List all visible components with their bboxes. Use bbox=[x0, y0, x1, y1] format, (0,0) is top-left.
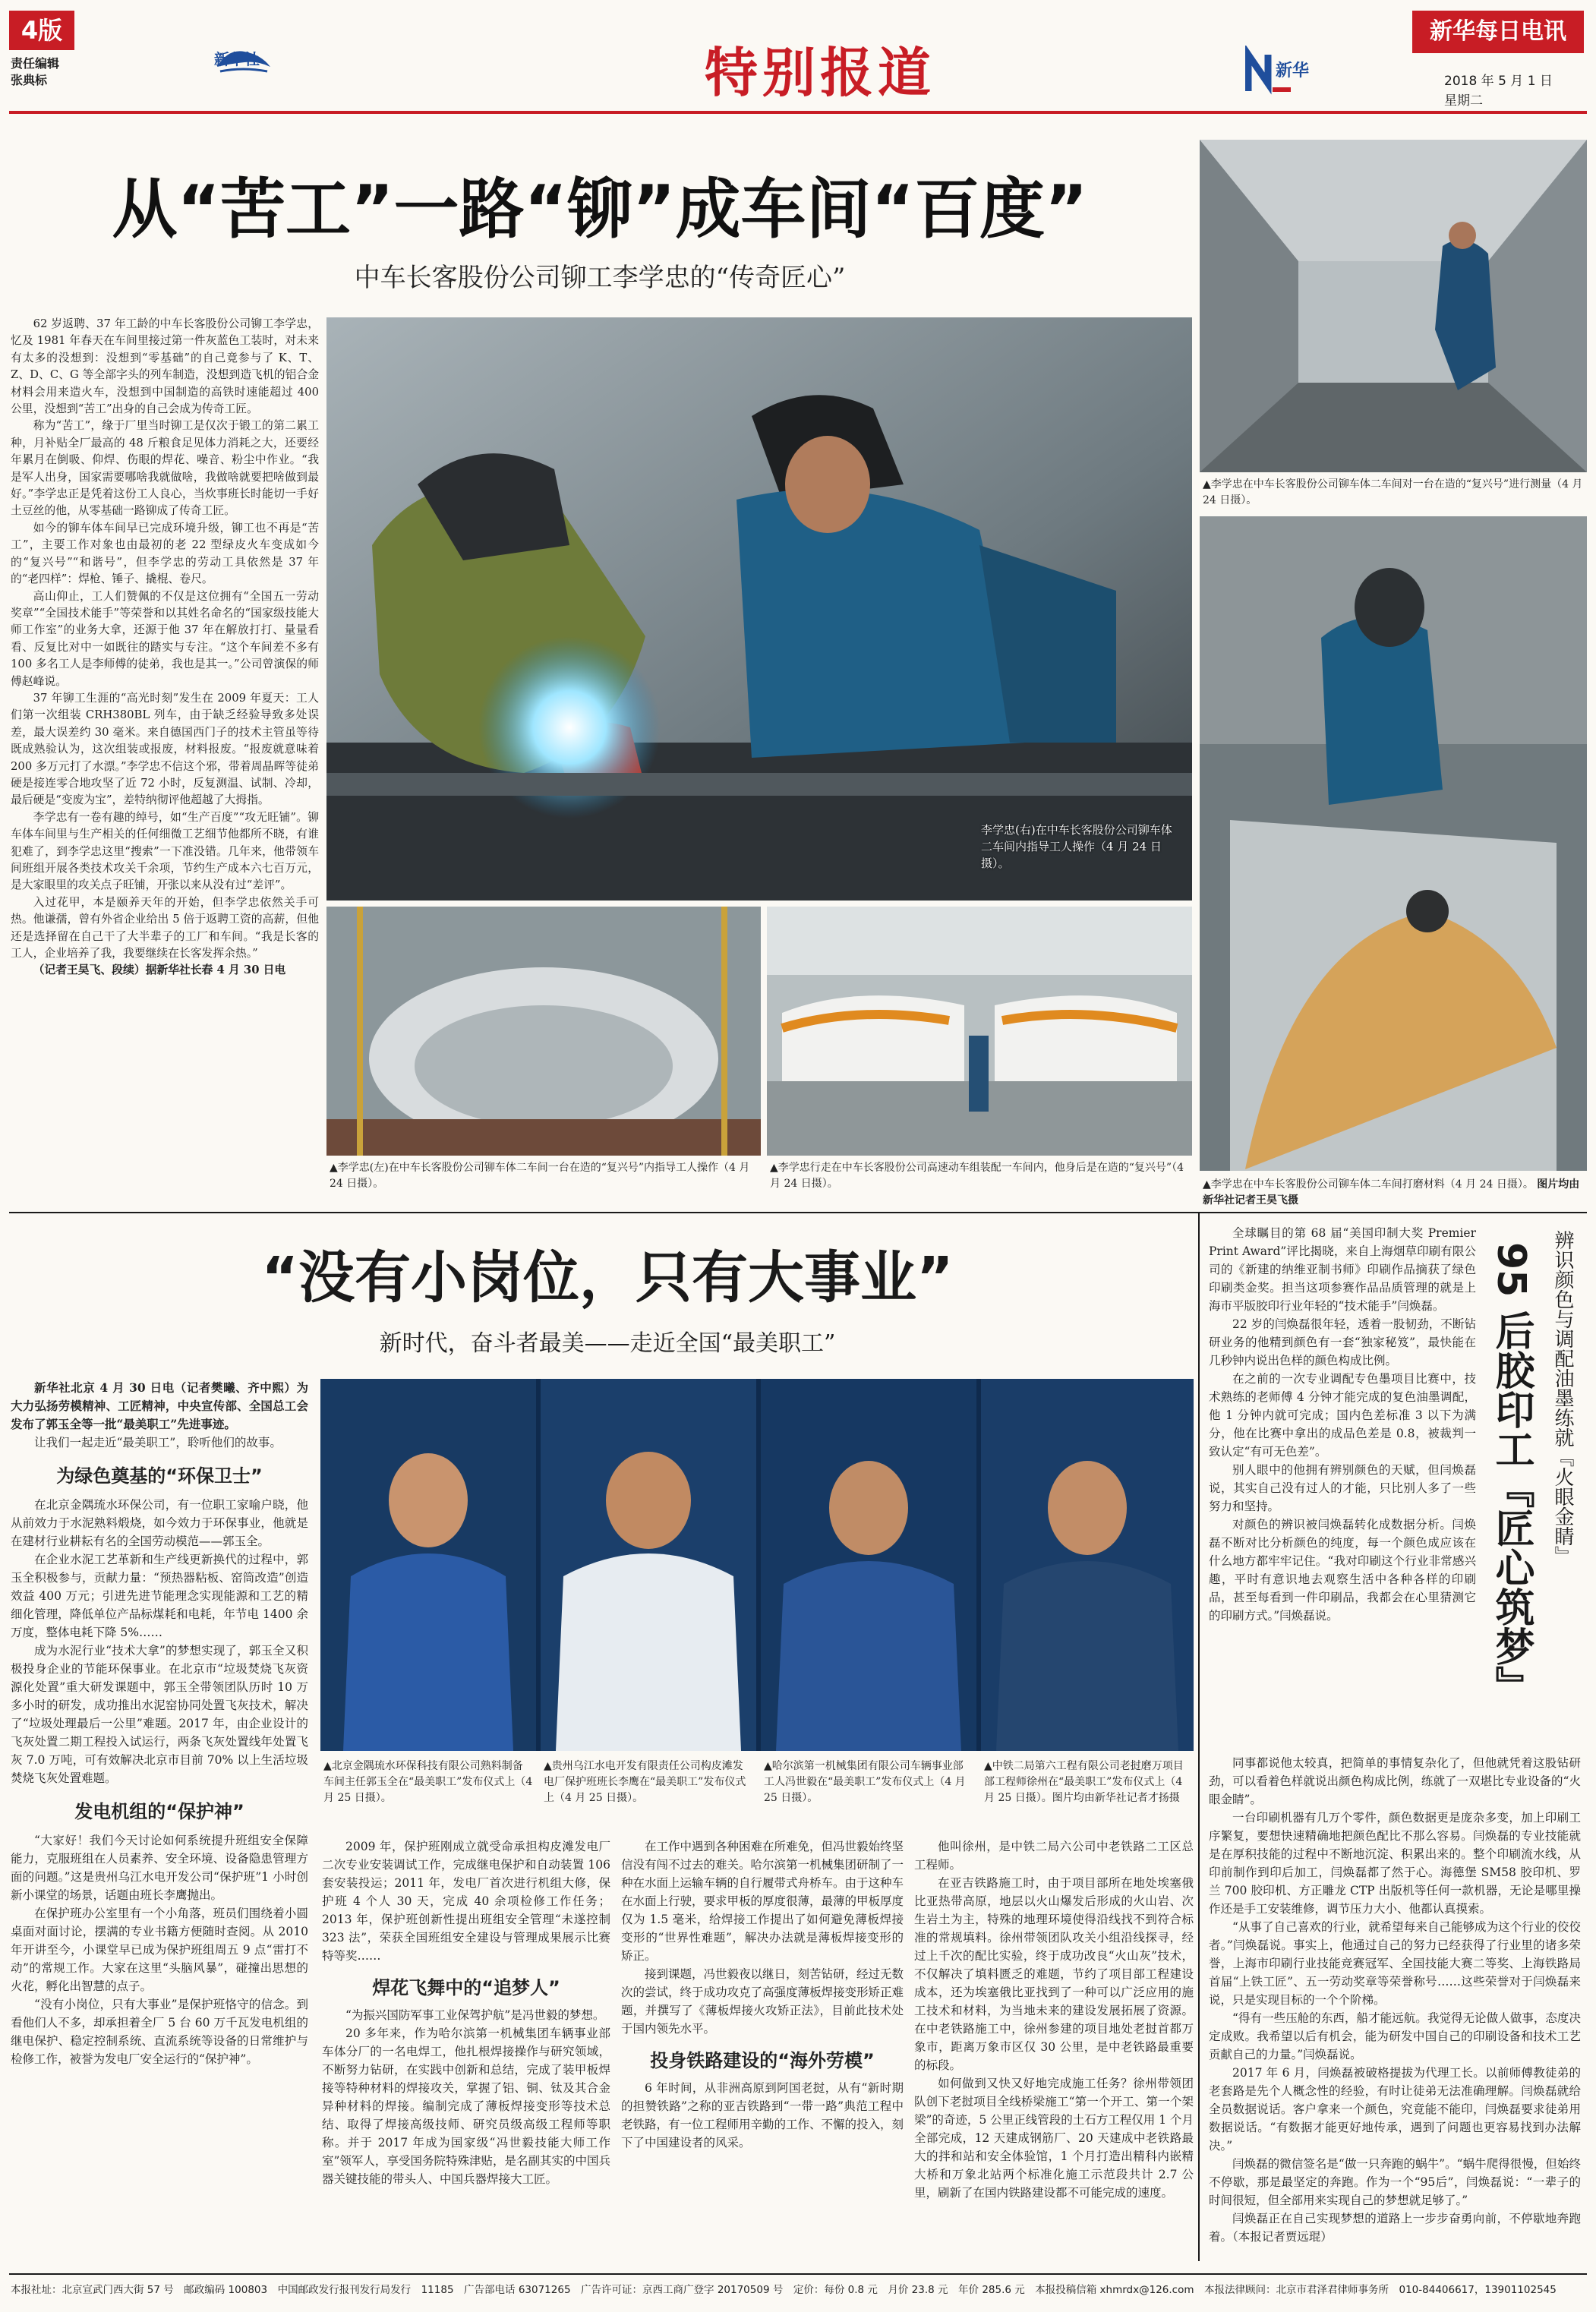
section-title-welding: 焊花飞舞中的“追梦人” bbox=[372, 1977, 560, 1998]
story2-intro: 让我们一起走近“最美职工”，聆听他们的故事。 bbox=[34, 1436, 282, 1449]
story2-paragraph: 接到课题，冯世毅夜以继日，刻苦钻研，经过无数次的尝试，终于成功攻克了高强度薄板焊接变形矫正难题，并撰写了《薄板焊接火攻矫正法》，目前此技术处于国内领先水平。 bbox=[621, 1967, 904, 2036]
story3-paragraph: 闫焕磊的微信签名是“做一只奔跑的蜗牛”。“蜗牛爬得很慢，但始终不停歇，那是最坚定的奔跑。作为一个“95后”，闫焕磊说：“一辈子的时间很短，但全部用来实现自己的梦想就足够了。” bbox=[1209, 2157, 1581, 2207]
masthead-rule bbox=[9, 111, 1587, 114]
footer-info: 本报社址：北京宣武门西大街 57 号 邮政编码 100803 中国邮政发行报刊发行局发行 11185 广告部电话 63071265 广告许可证：京西工商广登字 20170509 号 定价：每份 0.8 元 月价 23.8 元 年价 285.6 元 本报投稿信箱 xhmrdx@126.com 本报法律顾问：北京市君泽君律师事务所 010-84406617，13901102545 bbox=[11, 2284, 1557, 2296]
grinding-photo bbox=[1200, 516, 1587, 1171]
story3-paragraph: 别人眼中的他拥有辨别颜色的天赋，但闫焕磊说，其实自己没有过人的才能，只比别人多了一些努力和坚持。 bbox=[1209, 1463, 1476, 1513]
story2-paragraph: “没有小岗位，只有大事业”是保护班恪守的信念。到看他们人不多，却承担着全厂 5 台 60 万千瓦发电机组的继电保护、稳定控制系统、直流系统等设备的日常维护与检修工作，被誉为发电厂安全运行的“保护神”。 bbox=[11, 1998, 308, 2066]
section-title-power: 发电机组的“保护神” bbox=[74, 1801, 244, 1822]
story1-paragraph: 李学忠有一卷有趣的绰号，如“生产百度”“攻无旺铺”。铆车体车间里与生产相关的任何细微工艺细节他都所不晓，有谁犯难了，到李学忠这里“搜索”一下准没错。几年来，他带领车间班组开展各类技术攻关千余项，节约生产成本六七百万元，是大家眼里的攻关点子旺铺，开张以来从没有过“差评”。 bbox=[11, 810, 319, 892]
story1-paragraph: 入过花甲，本是颐养天年的开始，但李学忠依然关手可热。他谦孺，曾有外省企业给出 5 倍于返聘工资的高薪，但他还是选择留在自己干了大半辈子的工厂和车间。“我是长客的工人，企业培养了我，我要继续在长客发挥余热。” bbox=[11, 895, 319, 960]
story3-paragraph: 在之前的一次专业调配专色墨项目比赛中，技术熟练的老师傅 4 分钟才能完成的复色油墨调配，他 1 分钟内就可完成；国内色差标准 3 以下为满分，他在比赛中拿出的成品色差是 0.8，被裁判一致认定“有可无色差”。 bbox=[1209, 1372, 1476, 1459]
story1-subheadline: 中车长客股份公司铆工李学忠的“传奇匠心” bbox=[354, 263, 846, 293]
story3-paragraph: 闫焕磊正在自己实现梦想的道路上一步步奋勇向前，不停歇地奔跑着。（本报记者贾远琨） bbox=[1209, 2212, 1581, 2244]
editor-role: 责任编辑 bbox=[11, 56, 60, 71]
photo-credit: 图片均由新华社记者王昊飞摄 bbox=[1203, 1178, 1580, 1206]
editor-name: 张典标 bbox=[11, 73, 48, 87]
issue-weekday: 星期二 bbox=[1444, 93, 1483, 109]
story2-paragraph: “为振兴国防军事工业保驾护航”是冯世毅的梦想。 bbox=[345, 2008, 605, 2022]
xinhua-agency-logo-text: 新华社 bbox=[214, 50, 260, 68]
story3-paragraph: 2017 年 6 月，闫焕磊被破格提拔为代理工长。以前师傅教徒弟的老套路是先个人概念性的经验，有时让徒弟无法准确理解。闫焕磊就给全员数据说话。客户拿来一个颜色，究竟能不能印，闫焕磊要求徒弟用数据说话。“有数据才能更好地传承，遇到了问题也更容易找到办法解决。” bbox=[1209, 2066, 1581, 2153]
story2-paragraph: 成为水泥行业“技术大拿”的梦想实现了，郭玉全又积极投身企业的节能环保事业。在北京市“垃圾焚烧飞灰资源化处置”重大研发课题中，郭玉全带领团队历时 10 万多小时的研发，成功推出水泥窑协同处置飞灰技术，解决了“垃圾处理最后一公里”难题。2017 年，由企业设计的飞灰处置二期工程投入试运行，两条飞灰处置线年处置飞灰 7.0 万吨，可有效解决北京市目前 70% 以上生活垃圾焚烧飞灰处置难题。 bbox=[11, 1644, 308, 1785]
story2-paragraph: 在企业水泥工艺革新和生产线更新换代的过程中，郭玉全积极参与，贡献力量：“预热器粘板、窑筒改造”创造效益 400 万元；引进先进节能理念实现能源和工艺的精细化管理，降低单位产品标煤耗和电耗，年节电 1400 余万度，整体电耗下降 5%…… bbox=[11, 1553, 308, 1639]
story2-paragraph: 在亚吉铁路施工时，由于项目部所在地处埃塞俄比亚热带高原，地层以火山爆发后形成的火山岩、次生岩土为主，特殊的地理环境使得沿线找不到符合标准的常规填料。徐州带领团队攻关小组沿线探寻，经过上千次的配比实验，终于成功改良“火山灰”技术，不仅解决了填料匮乏的难题，节约了项目部工程建设成本，还为埃塞俄比亚找到了一种可以广泛应用的施工技术和材料，为当地未来的建设发展拓展了资源。在中老铁路施工中，徐州参建的项目地处老挝首都万象市，距离万象市区仅 30 公里，是中老铁路最重要的标段。 bbox=[914, 1876, 1194, 2072]
story3-paragraph: 对颜色的辨识被闫焕磊转化成数据分析。闫焕磊不断对比分析颜色的纯度，每一个颜色成应该在什么地方都牢牢记住。“我对印刷这个行业非常感兴趣，平时有意识地去观察生活中各种各样的印刷品，甚至每看到一件印刷品，我都会在心里猜测它的印刷方式。”闫焕磊说。 bbox=[1209, 1518, 1476, 1623]
news-logo-text: 新华 bbox=[1276, 62, 1310, 80]
story1-headline: 从“苦工”一路“铆”成车间“百度” bbox=[112, 172, 1088, 248]
story3-paragraph: 全球瞩目的第 68 届“美国印制大奖 Premier Print Award”评比揭晓，来自上海烟草印刷有限公司的《新建的纳维亚制书师》印刷作品摘获了绿色印刷类金奖。担当这项参赛作品品质管理的就是上海市平版胶印行业年轻的“技术能手”闫焕磊。 bbox=[1209, 1226, 1476, 1313]
story2-column-1 bbox=[11, 1379, 308, 2249]
section-divider bbox=[9, 1212, 1587, 1213]
story3-paragraph: 同事都说他太较真，把简单的事情复杂化了，但他就凭着这股钻研劲，可以看着色样就说出颜色构成比例，练就了一双堪比专业设备的“火眼金睛”。 bbox=[1209, 1756, 1581, 1806]
page-number: 4版 bbox=[21, 16, 63, 45]
story2-column-3 bbox=[621, 1837, 904, 2252]
portrait-photos bbox=[320, 1379, 1194, 1751]
story2-paragraph: 在北京金隅琉水环保公司，有一位职工家喻户晓，他从前效力于水泥熟料煅烧，如今效力于环保事业，他就是在建材行业耕耘有名的全国劳动模范——郭玉全。 bbox=[11, 1498, 308, 1548]
story3-paragraph: “得有一些压舱的东西，船才能远航。我觉得无论做人做事，态度决定成败。我希望以后有机会，能为研发中国自己的印刷设备和技术工艺贡献自己的力量。”闫焕磊说。 bbox=[1209, 2011, 1581, 2061]
story3-headline: 95 后胶印工『匠心筑梦』 bbox=[1488, 1242, 1534, 1706]
story3-body-bottom bbox=[1209, 1754, 1581, 2254]
story1-paragraph: 如今的铆车体车间早已完成环境升级，铆工也不再是“苦工”，主要工作对象也由最初的老 22 型绿皮火车变成如今的“复兴号”“和谐号”，但李学忠的劳动工具依然是 37 年的“老四样”：焊枪、锤子、撬棍、卷尺。 bbox=[11, 521, 319, 586]
story2-intro: 新华社北京 4 月 30 日电（记者樊曦、齐中熙）为大力弘扬劳模精神、工匠精神，中央宣传部、全国总工会发布了郭玉全等一批“最美职工”先进事迹。 bbox=[11, 1380, 308, 1431]
story1-paragraph: 称为“苦工”，缘于厂里当时铆工是仅次于锻工的第二累工种，月补贴全厂最高的 48 斤粮食足见体力消耗之大，还要经年累月在倒吸、仰焊、伤眼的焊花、噪音、粉尘中作业。“我是军人出身，国家需要哪啥我就做啥，我做啥就要把啥做到最好。”李学忠正是凭着这份工人良心，当炊事班长时能切一手好土豆丝的他，从零基础一路铆成了传奇工匠。 bbox=[11, 419, 319, 518]
story2-paragraph: 他叫徐州，是中铁二局六公司中老铁路二工区总工程师。 bbox=[914, 1840, 1194, 1872]
story2-paragraph: 在工作中遇到各种困难在所难免，但冯世毅始终坚信没有闯不过去的难关。哈尔滨第一机械集团研制了一种在水面上运输车辆的自行履带式舟桥车。由于这种车在水面上行驶，要求甲板的厚度很薄，最薄的甲板厚度仅为 1.5 毫米，给焊接工作提出了如何避免薄板焊接变形的“世界性难题”，解决办法就是薄板焊接变形的矫正。 bbox=[621, 1840, 904, 1963]
story2-subheadline: 新时代，奋斗者最美——走近全国“最美职工” bbox=[379, 1330, 836, 1357]
story3-subheadline: 辨识颜色与调配油墨练就『火眼金睛』 bbox=[1551, 1230, 1574, 1566]
story2-paragraph: 2009 年，保护班刚成立就受命承担构皮滩发电厂二次专业安装调试工作，完成继电保护和自动装置 106 套安装投运；2011 年，发电厂首次进行机组大修，保护班 4 个人 30 天，完成 40 余项检修工作任务；2013 年，保护班创新性提出班组安全管理“未遂控制 323 法”，荣获全国班组安全建设与管理成果展示比赛特等奖…… bbox=[322, 1840, 610, 1963]
story1-paragraph: 高山仰止，工人们赞佩的不仅是这位拥有“全国五一劳动奖章”“全国技术能手”等荣誉和以其姓名命名的“国家级技能大师工作室”的业务大拿，还源于他 37 年在解放打打、量量看看、反复比对中一如既往的踏实与专注。“这个车间差不多有 100 多名工人是李师傅的徒弟，我也是其一。”公司曾演保的师傅赵峰说。 bbox=[11, 589, 319, 688]
story1-byline: （记者王昊飞、段续）据新华社长春 4 月 30 日电 bbox=[33, 964, 286, 977]
story2-column-2 bbox=[322, 1837, 610, 2252]
story3-body-top bbox=[1209, 1224, 1476, 1748]
story1-paragraph: 37 年铆工生涯的“高光时刻”发生在 2009 年夏天：工人们第一次组装 CRH380BL 列车，由于缺乏经验导致多处误差，最大误差约 30 毫米。来自德国西门子的技术主管虽等待既成熟验认为，这次组装或报废，材料报废。“报废就意味着 200 多万元打了水漂。”李学忠不信这个邪，带着周晶晖等徒弟硬是接连零合地攻坚了近 72 小时，反复测温、试制、冷却，最后硬是“变废为宝”，差特纳彻评他超越了大拇指。 bbox=[11, 691, 319, 807]
story3-divider bbox=[1198, 1213, 1200, 2261]
train-hall-photo bbox=[767, 907, 1192, 1156]
portrait-caption-2: ▲贵州乌江水电开发有限责任公司构皮滩发电厂保护班班长李鹰在“最美职工”发布仪式上（4 月 25 日摄）。 bbox=[544, 1760, 746, 1804]
story2-paragraph: 在保护班办公室里有一个小角落，班员们围绕着小圆桌面对面讨论，摆满的专业书籍方便随时查阅。从 2010 年开讲至今，小课堂早已成为保护班组周五 9 点“雷打不动”的常规工作。大家在这里“头脑风暴”，碰撞出思想的火花，孵化出智慧的点子。 bbox=[11, 1907, 308, 1993]
section-title: 特别报道 bbox=[705, 41, 935, 104]
grinding-photo-caption bbox=[1203, 1177, 1584, 1209]
portrait-caption-3: ▲哈尔滨第一机械集团有限公司车辆事业部工人冯世毅在“最美职工”发布仪式上（4 月 25 日摄）。 bbox=[764, 1760, 966, 1804]
paper-name: 新华每日电讯 bbox=[1430, 18, 1566, 45]
story3-paragraph: 一台印刷机器有几万个零件，颜色数据更是庞杂多变，加上印刷工序繁复，要想快速精确地把颜色配比不那么容易。闫焕磊的专业技能就是在厚积技能的过程中不断地沉淀、积累出来的。整个印刷流水线，从印前制作到印后加工，闫焕磊都了然于心。海德堡 SM58 胶印机、罗兰 700 胶印机、方正雕龙 CTP 出版机等任何一款机器，无论是哪里操作还是手工安装维修，调节压力大小、他都认真摸索。 bbox=[1209, 1811, 1581, 1916]
train-hall-caption: ▲李学忠行走在中车长客股份公司高速动车组装配一车间内，他身后是在造的“复兴号”（4 月 24 日摄）。 bbox=[770, 1162, 1184, 1190]
portrait-caption-1: ▲北京金隅琉水环保科技有限公司熟料制备车间主任郭玉全在“最美职工”发布仪式上（4 月 25 日摄）。 bbox=[323, 1760, 533, 1804]
issue-date: 2018 年 5 月 1 日 bbox=[1444, 74, 1553, 89]
section-title-environment: 为绿色奠基的“环保卫士” bbox=[56, 1465, 263, 1487]
story2-headline: “没有小岗位，只有大事业” bbox=[261, 1245, 954, 1311]
story1-paragraph: 62 岁返聘、37 年工龄的中车长客股份公司铆工李学忠，忆及 1981 年春天在车间里接过第一件灰蓝色工装时，对未来有太多的没想到：没想到“零基础”的自己竟参与了 K、T、Z、D、C、G 等全部字头的列车制造，没想到造飞机的铝合金材料会用来造火车，没想到中国制造的高铁时速能超过 400 公里，没想到“苦工”出身的自己会成为传奇工匠。 bbox=[11, 317, 319, 416]
story2-paragraph: 20 多年来，作为哈尔滨第一机械集团车辆事业部车体分厂的一名电焊工，他扎根焊接操作与研究领域，不断努力钻研，在实践中创新和总结，完成了装甲板焊接等特种材料的焊接攻关，掌握了铝、铜、钛及其合金异种材料的焊接。编制完成了薄板焊接变形等技术总结、取得了焊接高级技师、研究员级高级工程师等职称。并于 2017 年成为国家级“冯世毅技能大师工作室”领军人，享受国务院特殊津贴，是名副其实的中国兵器关键技能的带头人、中国兵器焊接大工匠。 bbox=[322, 2027, 610, 2186]
story2-column-4 bbox=[914, 1837, 1194, 2252]
page-number-box bbox=[9, 11, 74, 50]
measuring-photo-caption: ▲李学忠在中车长客股份公司铆车体二车间对一台在造的“复兴号”进行测量（4 月 24 日摄）。 bbox=[1203, 478, 1583, 506]
story2-paragraph: “大家好！我们今天讨论如何系统提升班组安全保障能力，克服班组在人员素养、安全环境、设备隐患管理方面的问题。”这是贵州乌江水电开发公司“保护班”1 小时创新小课堂的场景，话题由班长李鹰抛出。 bbox=[11, 1834, 308, 1902]
grinding-photo-caption-text: ▲李学忠在中车长客股份公司铆车体二车间打磨材料（4 月 24 日摄）。 bbox=[1203, 1178, 1534, 1191]
measuring-photo bbox=[1200, 140, 1587, 472]
welding-photo bbox=[326, 317, 1192, 901]
story3-paragraph: 22 岁的闫焕磊很年轻，透着一股韧劲，不断钻研业务的他精到颜色有一套“独家秘笈”，最快能在几秒钟内说出色样的颜色构成比例。 bbox=[1209, 1317, 1476, 1367]
footer-rule bbox=[9, 2273, 1587, 2275]
paper-name-box bbox=[1412, 11, 1584, 53]
story2-paragraph: 如何做到又快又好地完成施工任务？徐州带领团队创下老挝项目全线桥梁施工“第一个开工、第一个架梁”的奇迹，5 公里正线管段的土石方工程仅用 1 个月全部完成，12 天建成钢筋厂、20 天建成中老铁路最大的拌和站和安全体验馆，1 个月打造出精科内嵌精大桥和万象北站两个标准化施工示范段共计 2.7 公里，刷新了在国内铁路建设都不可能完成的速度。 bbox=[914, 2077, 1194, 2200]
train-interior-caption: ▲李学忠(左)在中车长客股份公司铆车体二车间一台在造的“复兴号”内指导工人操作（4 月 24 日摄）。 bbox=[330, 1162, 750, 1190]
story2-paragraph: 6 年时间，从非洲高原到阿国老挝，从有“新时期的担赞铁路”之称的亚吉铁路到“一带一路”典范工程中老铁路，有一位工程师用辛勤的工作、不懈的投入，刻下了中国建设者的风采。 bbox=[621, 2081, 904, 2150]
train-interior-photo bbox=[326, 907, 761, 1156]
story1-body bbox=[11, 316, 319, 1186]
welding-photo-caption: 李学忠(右)在中车长客股份公司铆车体二车间内指导工人操作（4 月 24 日摄）。 bbox=[981, 823, 1172, 870]
section-title-railway: 投身铁路建设的“海外劳模” bbox=[650, 2050, 875, 2071]
portrait-caption-4: ▲中铁二局第六工程有限公司老挝磨万项目部工程师徐州在“最美职工”发布仪式上（4 月 25 日摄）。图片均由新华社记者才扬摄 bbox=[984, 1760, 1184, 1804]
story3-paragraph: “从事了自己喜欢的行业，就希望每来自己能够成为这个行业的佼佼者。”闫焕磊说。事实上，他通过自己的努力已经获得了行业里的诸多荣誉，上海市印刷行业技能竞赛冠军、全国技能大赛二等奖、上海铁路局首届“上铁工匠”、五一劳动奖章等荣誉称号……这些荣誉对于闫焕磊来说，只是实现目标的一个个阶梯。 bbox=[1209, 1920, 1581, 2007]
